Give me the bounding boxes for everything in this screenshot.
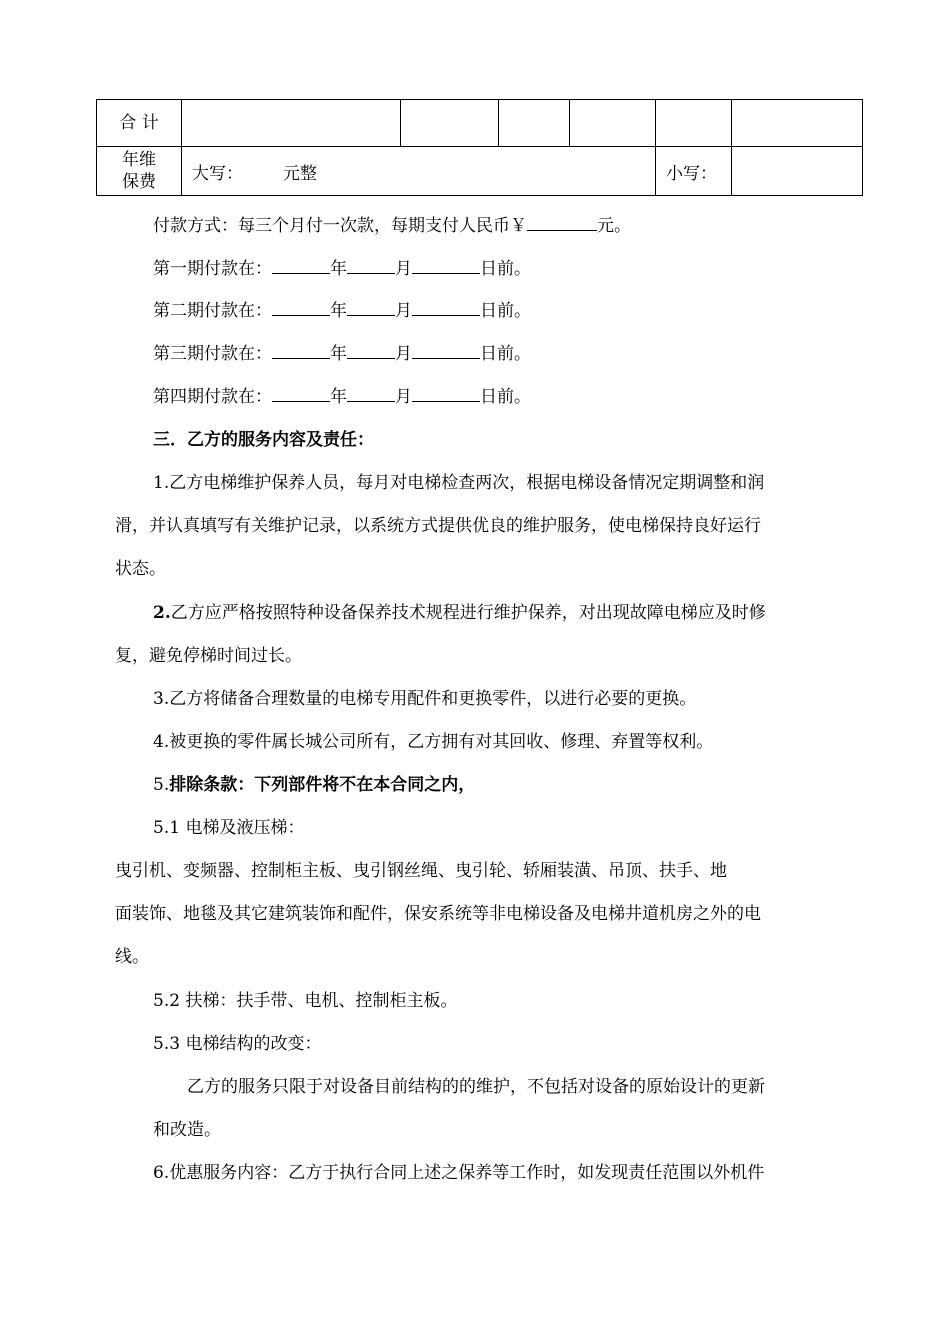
para1-line2: 滑，并认真填写有关维护记录，以系统方式提供优良的维护服务，使电梯保持良好运行 [115,516,761,536]
total-cell [182,100,401,147]
daxie-unit: 元整 [283,163,317,184]
installment-label: 第三期付款在： [153,344,272,364]
annual-fee-label-line2: 保费 [122,172,156,192]
year-text: 年 [330,344,347,364]
month-blank [347,383,395,402]
month-text: 月 [395,301,412,321]
para5-3-line2: 和改造。 [153,1120,221,1140]
month-text: 月 [395,259,412,279]
para2-line2: 复，避免停梯时间过长。 [115,646,302,666]
year-blank [272,255,330,274]
xiaoxie-value-cell [732,147,863,196]
day-text: 日前。 [480,301,531,321]
day-blank [412,383,480,402]
annual-fee-label-cell [97,147,182,196]
installment-line-3 [153,340,531,367]
para5-3: 5.3 电梯结构的改变： [153,1034,322,1054]
installment-label: 第二期付款在： [153,301,272,321]
total-row [97,100,863,147]
installment-label: 第四期付款在： [153,387,272,407]
para5-text: 排除条款：下列部件将不在本合同之内， [169,775,476,795]
para5-1: 5.1 电梯及液压梯： [153,818,305,838]
total-cell [570,100,656,147]
daxie-label: 大写： [192,163,243,184]
day-blank [412,297,480,316]
para5-3-line1: 乙方的服务只限于对设备目前结构的的维护，不包括对设备的原始设计的更新 [187,1077,765,1097]
para4: 4.被更换的零件属长城公司所有，乙方拥有对其回收、修理、弃置等权利。 [153,732,714,752]
year-text: 年 [330,259,347,279]
annual-fee-label-line1: 年维 [122,150,156,170]
para6: 6.优惠服务内容：乙方于执行合同上述之保养等工作时，如发现责任范围以外机件 [153,1163,765,1183]
payment-method-suffix: 元。 [597,216,631,236]
para2-text: 乙方应严格按照特种设备保养技术规程进行维护保养，对出现故障电梯应及时修 [170,603,766,623]
xiaoxie-label-cell [656,147,732,196]
day-text: 日前。 [480,344,531,364]
daxie-cell [182,147,656,196]
day-text: 日前。 [480,387,531,407]
para5-number: 5. [153,775,170,795]
year-blank [272,297,330,316]
month-text: 月 [395,344,412,364]
total-cell [732,100,863,147]
year-blank [272,340,330,359]
xiaoxie-label: 小写： [666,163,717,184]
para5-1-line1: 曳引机、变频器、控制柜主板、曳引钢丝绳、曳引轮、轿厢装潢、吊顶、扶手、地 [115,861,727,881]
para1-line1: 1.乙方电梯维护保养人员，每月对电梯检查两次，根据电梯设备情况定期调整和润 [153,473,765,493]
month-blank [347,297,395,316]
fee-table [96,99,863,196]
para1-line3: 状态。 [115,559,166,579]
year-blank [272,383,330,402]
year-text: 年 [330,301,347,321]
year-text: 年 [330,387,347,407]
month-text: 月 [395,387,412,407]
total-label-cell [97,100,182,147]
payment-method-line [153,212,631,239]
installment-line-2 [153,297,531,324]
amount-blank [527,212,597,231]
month-blank [347,255,395,274]
month-blank [347,340,395,359]
day-text: 日前。 [480,259,531,279]
para5 [153,772,475,798]
para2-line1 [153,600,766,626]
annual-fee-row [97,147,863,196]
day-blank [412,255,480,274]
para2-number: 2. [153,603,171,623]
para5-1-line3: 线。 [115,947,149,967]
total-cell [656,100,732,147]
installment-line-1 [153,255,531,282]
day-blank [412,340,480,359]
installment-line-4 [153,383,531,410]
total-label: 合 计 [119,113,159,133]
total-cell [401,100,499,147]
para5-1-line2: 面装饰、地毯及其它建筑装饰和配件，保安系统等非电梯设备及电梯井道机房之外的电 [115,904,761,924]
total-cell [499,100,570,147]
section3-heading: 三．乙方的服务内容及责任： [153,430,374,450]
para5-2: 5.2 扶梯：扶手带、电机、控制柜主板。 [153,991,458,1011]
installment-label: 第一期付款在： [153,259,272,279]
para3: 3.乙方将储备合理数量的电梯专用配件和更换零件，以进行必要的更换。 [153,689,697,709]
payment-method-text: 付款方式：每三个月付一次款，每期支付人民币￥ [153,216,527,236]
